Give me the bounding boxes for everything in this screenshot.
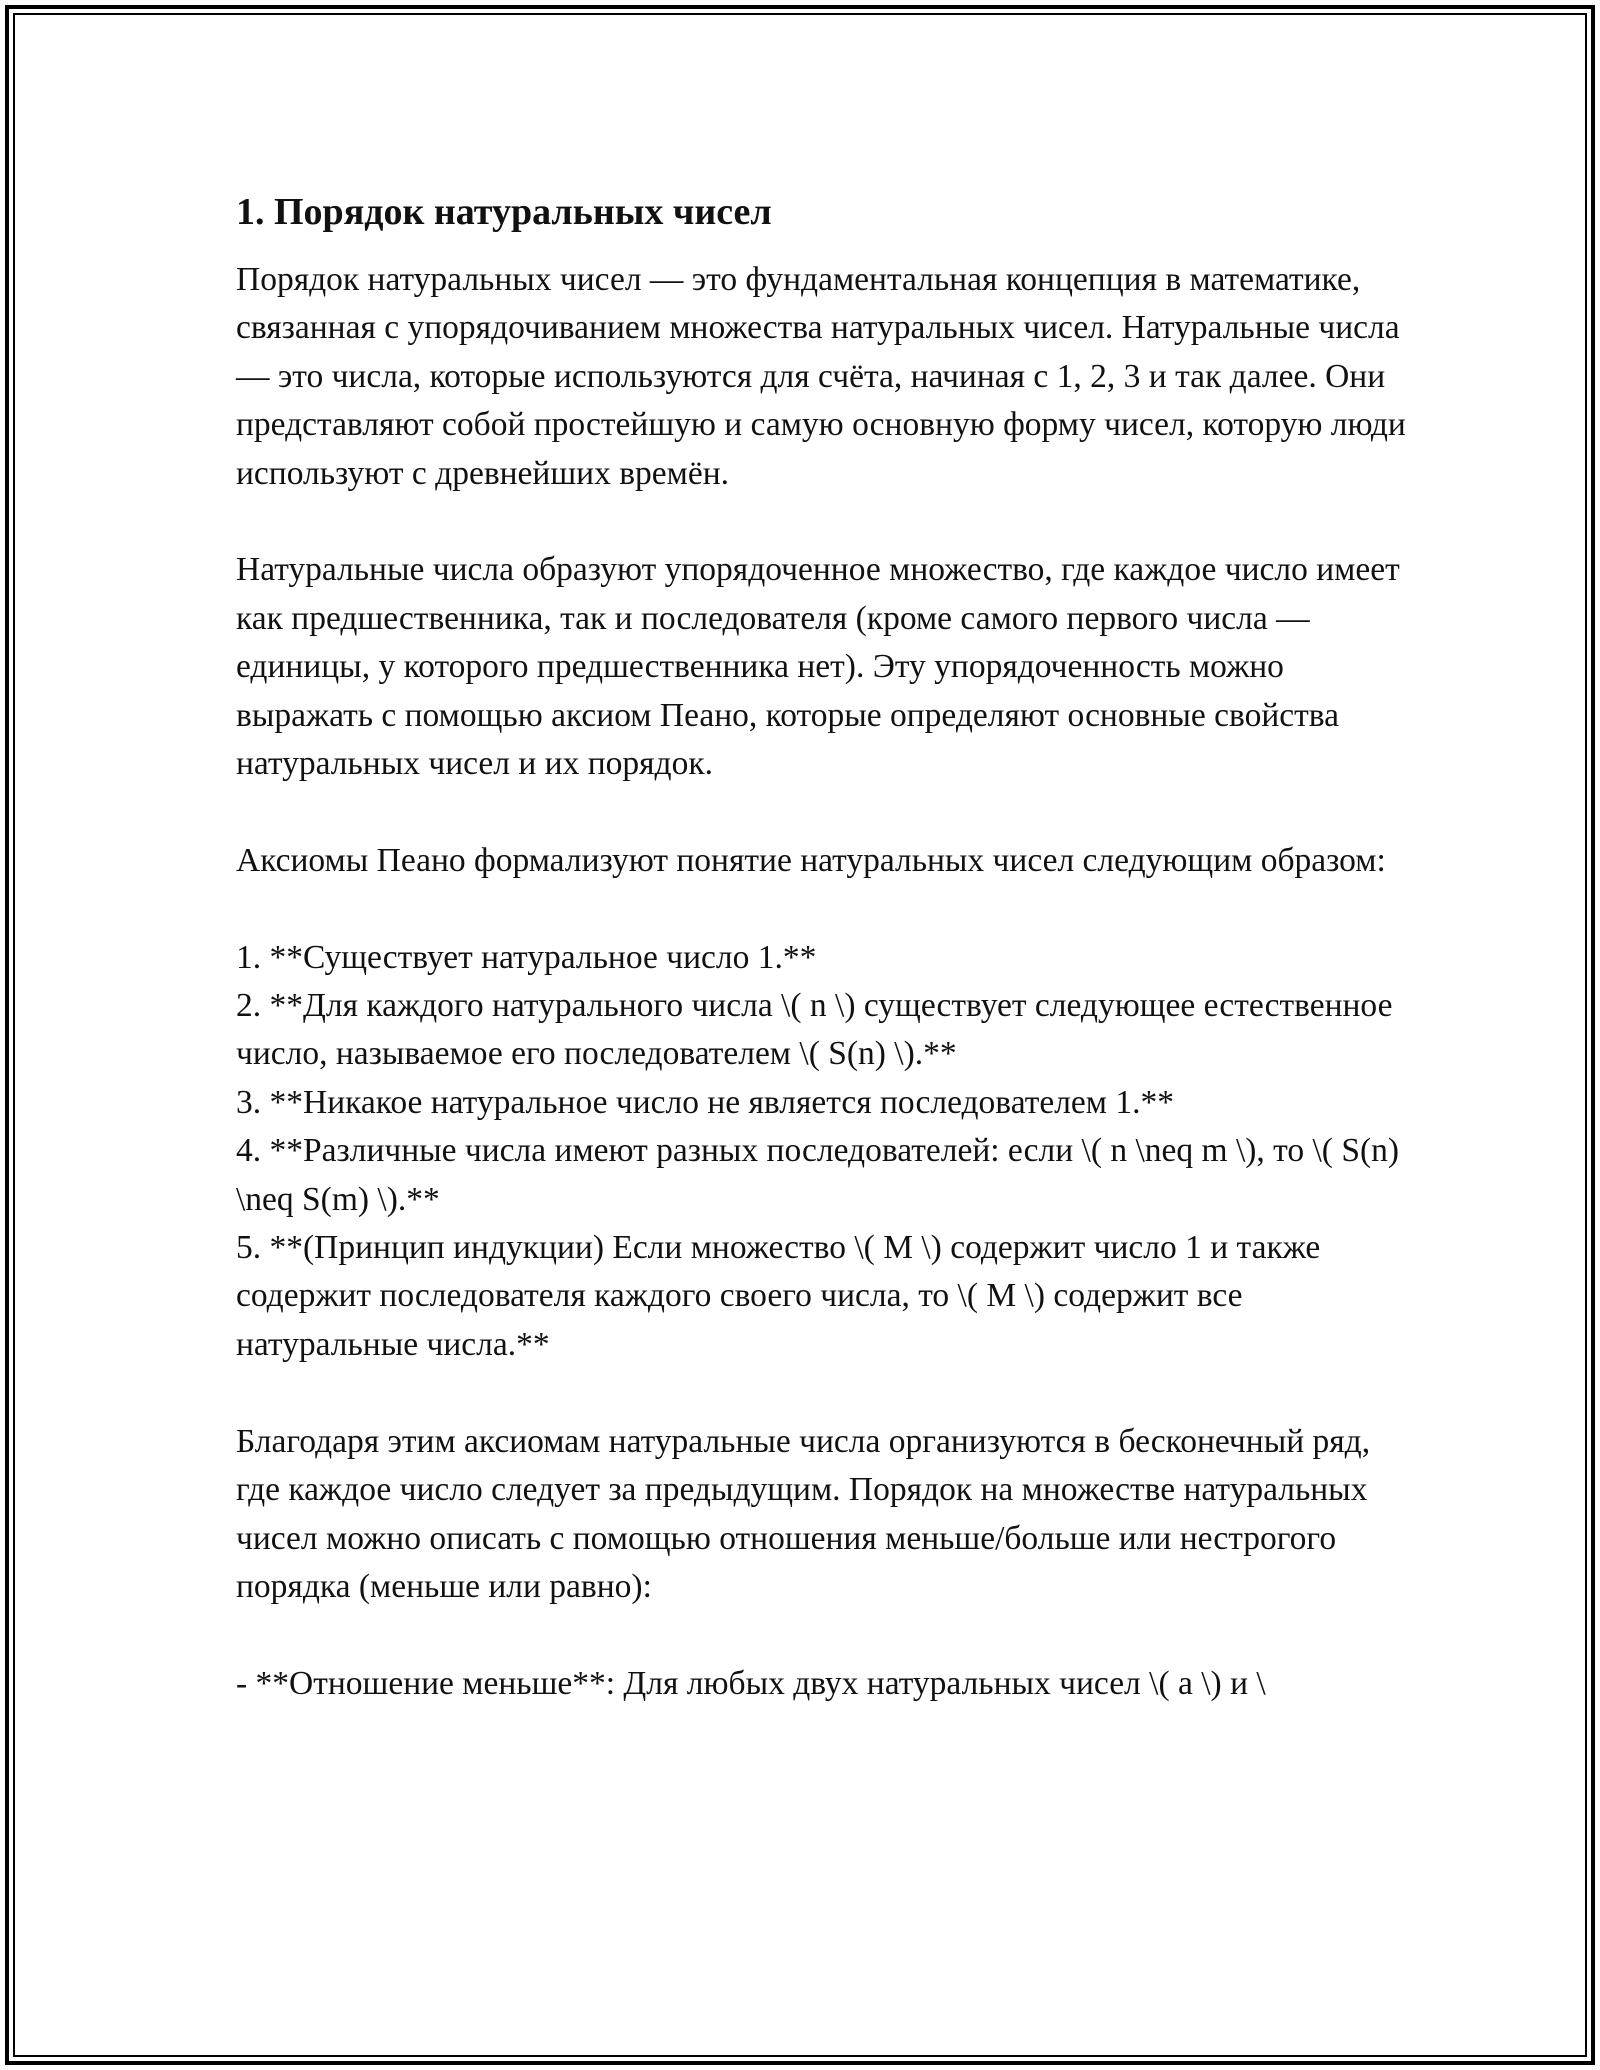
document-page [236, 184, 1416, 1757]
axiom-item: 4. **Различные числа имеют разных последователей: если \( n \neq m \), то \( S(n) \neq S(m) \).** [236, 1132, 1400, 1218]
less-than-bullet: - **Отношение меньше**: Для любых двух натуральных чисел \( a \) и \ [236, 1664, 1266, 1702]
consequence-paragraph: Благодаря этим аксиомам натуральные числа организуются в бесконечный ряд, где каждое число следует за предыдущим. Порядок на множестве натуральных чисел можно описать с помощью отношения меньше/больше или нестрогого порядка (меньше или равно): [236, 1422, 1371, 1605]
axiom-item: 1. **Существует натуральное число 1.** [236, 938, 817, 976]
intro-paragraph: Порядок натуральных чисел — это фундаментальная концепция в математике, связанная с упорядочиванием множества натуральных чисел. Натуральные числа — это числа, которые используются для счёта, начиная с 1, 2, 3 и так далее. Они представляют собой простейшую и самую основную форму чисел, которую люди используют с древнейших времён. [236, 261, 1406, 492]
axioms-list [236, 934, 1416, 1370]
section-heading: 1. Порядок натуральных чисел [236, 191, 772, 233]
ordered-set-paragraph: Натуральные числа образуют упорядоченное множество, где каждое число имеет как предшественника, так и последователя (кроме самого первого числа — единицы, у которого предшественника нет). Эту упорядоченность можно выражать с помощью аксиом Пеано, которые определяют основные свойства натуральных чисел и их порядок. [236, 551, 1400, 783]
peano-intro-paragraph: Аксиомы Пеано формализуют понятие натуральных чисел следующим образом: [236, 841, 1386, 879]
axiom-item: 5. **(Принцип индукции) Если множество \( M \) содержит число 1 и также содержит последователя каждого своего числа, то \( M \) содержит все натуральные числа.** [236, 1229, 1321, 1363]
axiom-item: 2. **Для каждого натурального числа \( n \) существует следующее естественное число, называемое его последователем \( S(n) \).** [236, 987, 1393, 1073]
axiom-item: 3. **Никакое натуральное число не является последователем 1.** [236, 1083, 1174, 1121]
